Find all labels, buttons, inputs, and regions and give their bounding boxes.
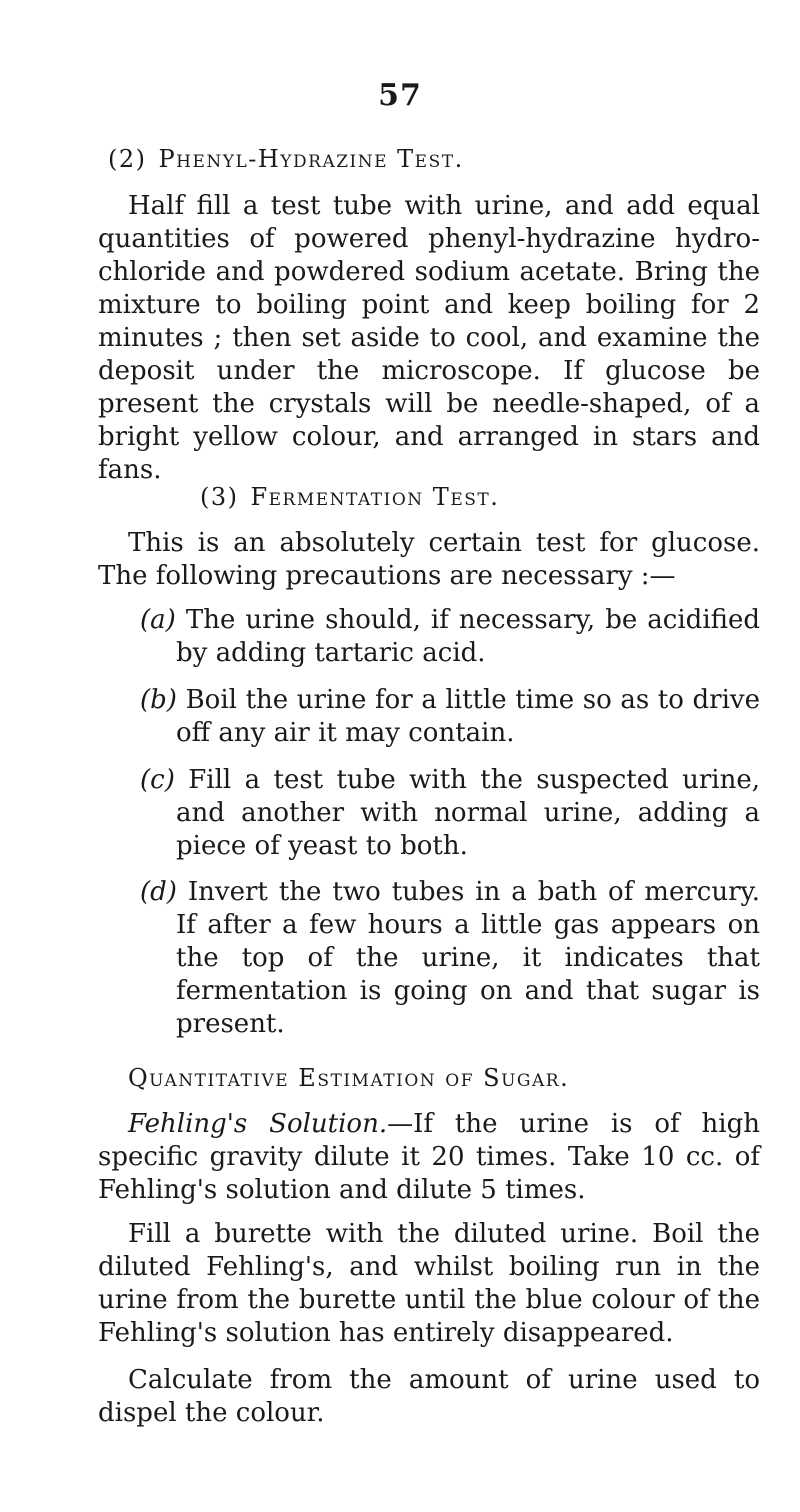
precaution-item-a: [140, 604, 760, 670]
section-2-heading: [108, 145, 464, 173]
section-4-heading: Quantitative Estimation of Sugar.: [128, 1064, 570, 1092]
section-2-number: (2): [108, 145, 147, 173]
item-text: The urine should, if necessary, be acidified by adding tartaric acid.: [176, 605, 761, 668]
item-label: (b): [140, 685, 177, 715]
precaution-item-b: [140, 684, 760, 750]
section-3-intro: This is an absolutely certain test for glucose. The following precautions are necessary :—: [98, 528, 760, 591]
precaution-item-c: [140, 764, 760, 863]
section-2-title: Phenyl-Hydrazine Test.: [158, 145, 464, 173]
fehling-solution-lead: Fehling's Solution.: [128, 1109, 388, 1139]
item-label: (c): [140, 765, 175, 795]
item-text: Invert the two tubes in a bath of mercury. If after a few hours a little gas appears on the top of the urine, it indicates that fermentation is going on and that sugar is present.: [176, 877, 760, 1039]
section-3-title: Fermentation Test.: [250, 483, 500, 511]
page-number: 57: [378, 78, 422, 113]
item-text: Fill a test tube with the suspected urine, and another with normal urine, adding a piece of yeast to both.: [176, 765, 761, 861]
item-label: (a): [140, 605, 176, 635]
item-label: (d): [140, 877, 177, 907]
fehling-solution-text: —If the urine is of high specific gravity dilute it 20 times. Take 10 cc. of Fehling's solution and dilute 5 times.: [98, 1109, 760, 1205]
burette-paragraph: Fill a burette with the diluted urine. Boil the diluted Fehling's, and whilst boiling run in the urine from the burette until the blue colour of the Fehling's solution has entirely disappeared.: [98, 1219, 760, 1348]
section-3-heading: [200, 483, 499, 511]
section-2-paragraph: Half fill a test tube with urine, and add equal quantities of powered phenyl-hydrazine hydro-chloride and powdered sodium acetate. Bring the mixture to boiling point and keep boiling for 2 minutes ; then set aside to cool, and examine the deposit under the microscope. If glucose be present the crystals will be needle-shaped, of a bright yellow colour, and arranged in stars and fans.: [98, 191, 760, 485]
item-text: Boil the urine for a little time so as to drive off any air it may contain.: [176, 685, 760, 748]
fehling-solution-paragraph: [98, 1108, 760, 1207]
precaution-item-d: [140, 876, 760, 1041]
calculate-paragraph: Calculate from the amount of urine used to dispel the colour.: [98, 1365, 760, 1428]
section-3-number: (3): [200, 483, 239, 511]
